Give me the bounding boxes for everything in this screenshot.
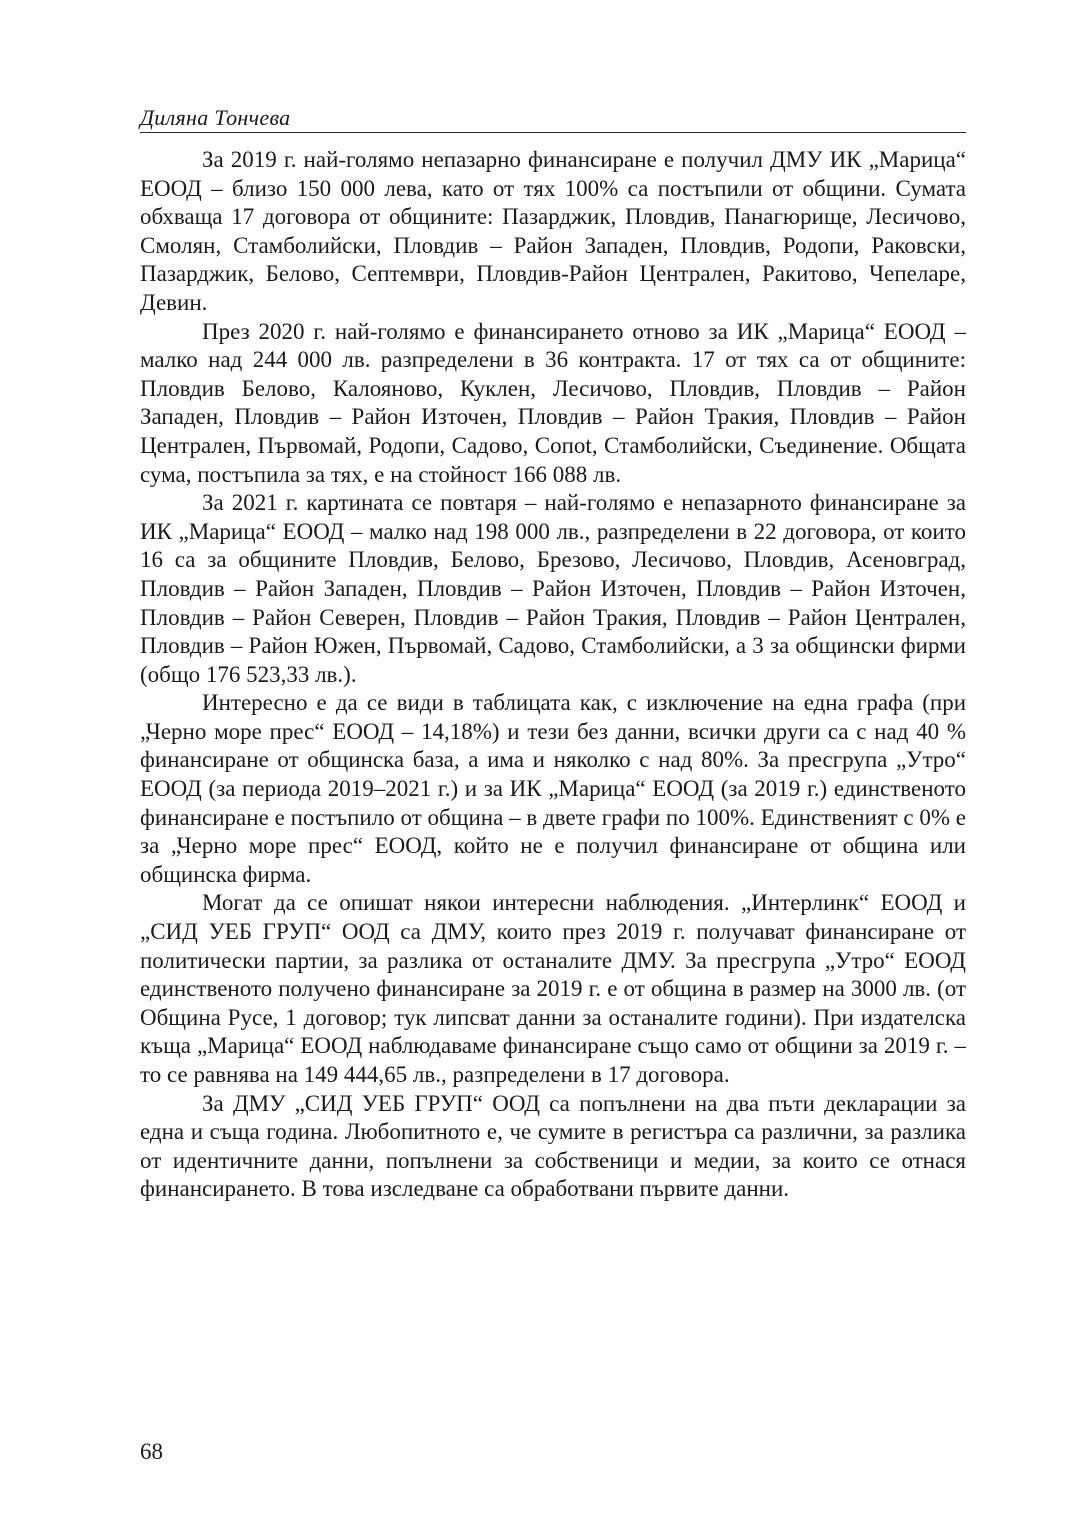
paragraph-2020: През 2020 г. най-голямо е финансирането отново за ИК „Марица“ ЕООД – малко над 244 000 лв. разпределени в 36 контракта. 17 от тях са от общините: Пловдив Белово, Калояново, Куклен, Лесичово, Пловдив, Пловдив – Район Западен, Пловдив – Район Източен, Пловдив – Район Тракия, Пловдив – Район Централен, Първомай, Родопи, Садово, Сопоt, Стамболийски, Съединение. Общата сума, постъпила за тях, е на стойност 166 088 лв.	[140, 318, 966, 487]
paragraph-sid-web-group: За ДМУ „СИД УЕБ ГРУП“ ООД са попълнени на два пъти декларации за една и съща година. Любопитното е, че сумите в регистъра са различни, за разлика от идентичните данни, попълнени за собственици и медии, за които се отнася финансирането. В това изследване са обработвани първите данни.	[140, 1090, 966, 1202]
body-text	[140, 146, 966, 1204]
paragraph-interesting-notes: Могат да се опишат някои интересни наблюдения. „Интерлинк“ ЕООД и „СИД УЕБ ГРУП“ ООД са ДМУ, които през 2019 г. получават финансиране от политически партии, за разлика от останалите ДМУ. За пресгрупа „Утро“ ЕООД единственото получено финансиране за 2019 г. е от община в размер на 3000 лв. (от Община Русе, 1 договор; тук липсват данни за останалите години). При издателска къща „Марица“ ЕООД наблюдаваме финансиране също само от общини за 2019 г. – то се равнява на 149 444,65 лв., разпределени в 17 договора.	[140, 890, 966, 1087]
paragraph-2019: За 2019 г. най-голямо непазарно финансиране е получил ДМУ ИК „Марица“ ЕООД – близо 150 000 лева, като от тях 100% са постъпили от общини. Сумата обхваща 17 договора от общините: Пазарджик, Пловдив, Панагюрище, Лесичово, Смолян, Стамболийски, Пловдив – Район Западен, Пловдив, Родопи, Раковски, Пазарджик, Белово, Септември, Пловдив-Район Централен, Ракитово, Чепеларе, Девин.	[140, 147, 966, 315]
running-header	[140, 104, 966, 133]
paragraph-2021: За 2021 г. картината се повтаря – най-голямо е непазарното финансиране за ИК „Марица“ ЕООД – малко над 198 000 лв., разпределени в 22 договора, от които 16 са за общините Пловдив, Белово, Брезово, Лесичово, Пловдив, Асеновград, Пловдив – Район Западен, Пловдив – Район Източен, Пловдив – Район Източен, Пловдив – Район Северен, Пловдив – Район Тракия, Пловдив – Район Централен, Пловдив – Район Южен, Първомай, Садово, Стамболийски, а 3 за общински фирми (общо 176 523,33 лв.).	[140, 490, 966, 687]
author-name: Диляна Тончева	[140, 105, 291, 130]
page-number: 68	[140, 1439, 163, 1464]
paragraph-table-observations: Интересно е да се види в таблицата как, с изключение на една графа (при „Черно море прес“ ЕООД – 14,18%) и тези без данни, всички други са с над 40 % финансиране от общинска база, а има и няколко с над 80%. За пресгрупа „Утро“ ЕООД (за периода 2019–2021 г.) и за ИК „Марица“ ЕООД (за 2019 г.) единственото финансиране е постъпило от община – в двете графи по 100%. Единственият с 0% е за „Черно море прес“ ЕООД, който не е получил финансиране от община или общинска фирма.	[140, 690, 966, 887]
